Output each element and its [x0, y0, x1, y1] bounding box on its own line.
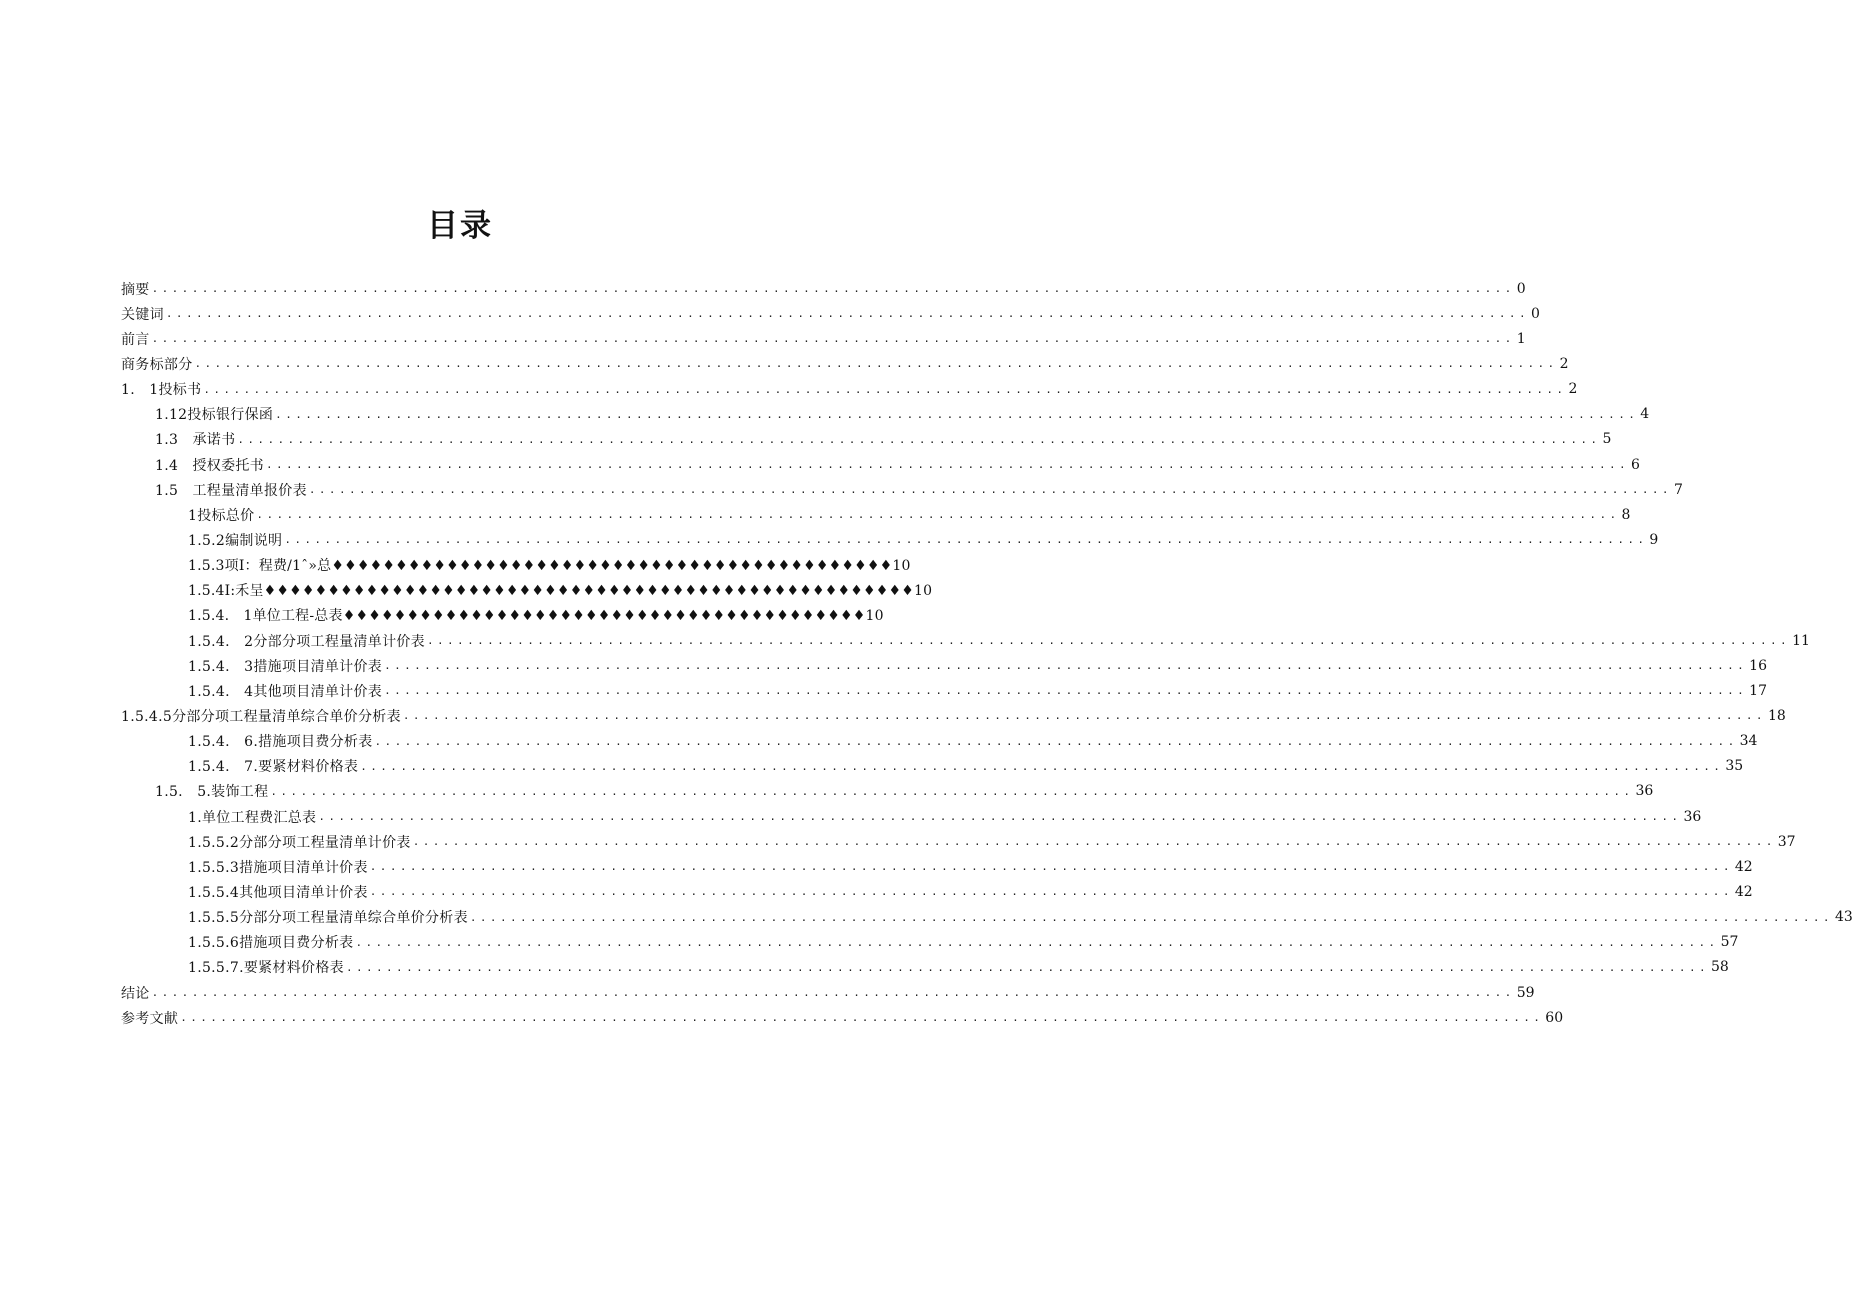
toc-entry[interactable] [121, 829, 1796, 854]
toc-entry[interactable] [121, 578, 933, 603]
toc-entry-title: 1.单位工程费汇总表 [188, 809, 317, 826]
dot-leader [375, 735, 1738, 748]
toc-entry[interactable] [121, 703, 1786, 728]
dot-leader [427, 634, 1790, 647]
toc-entry-title: 参考文献 [121, 1010, 179, 1027]
toc-entry-title: 1.12投标银行保函 [155, 407, 274, 424]
toc-entry[interactable] [121, 779, 1654, 804]
toc-entry-title: 摘要 [121, 281, 150, 298]
toc-entry-title: 1.5.4. 3措施项目清单计价表 [188, 658, 383, 675]
dot-leader [180, 1011, 1543, 1024]
toc-entry-page-number: 36 [1635, 783, 1654, 800]
toc-entry[interactable] [121, 603, 884, 628]
toc-entry[interactable] [121, 754, 1744, 779]
dot-leader [203, 383, 1566, 396]
toc-entry[interactable] [121, 326, 1526, 351]
dot-leader [152, 332, 1515, 345]
toc-entry-page-number: 2 [1559, 355, 1569, 372]
toc-entry-title: 1.5.5.3措施项目清单计价表 [188, 859, 368, 876]
toc-entry[interactable] [121, 930, 1739, 955]
dot-leader [266, 458, 1629, 471]
toc-entry-title: 1.5.4. 7.要紧材料价格表 [188, 759, 359, 776]
dot-leader [152, 282, 1515, 295]
dot-leader [470, 911, 1833, 924]
toc-entry-title: 1.5.4. 4其他项目清单计价表 [188, 683, 383, 700]
dot-leader [166, 307, 1529, 320]
dot-leader [309, 483, 1672, 496]
toc-entry-title: 1.5.4I:禾呈♦♦♦♦♦♦♦♦♦♦♦♦♦♦♦♦♦♦♦♦♦♦♦♦♦♦♦♦♦♦♦♦♦♦♦♦♦♦♦♦♦♦♦♦♦♦♦♦♦♦♦10 [188, 583, 933, 600]
toc-entry-page-number: 16 [1749, 657, 1767, 674]
toc-entry-page-number: 6 [1631, 456, 1640, 473]
toc-entry[interactable] [121, 553, 911, 578]
toc-entry-page-number: 42 [1734, 883, 1753, 900]
dot-leader [256, 508, 1619, 521]
toc-entry[interactable] [121, 678, 1767, 703]
toc-entry-title: 1.5.5.2分部分项工程量清单计价表 [188, 834, 411, 851]
toc-entry[interactable] [121, 427, 1612, 452]
toc-entry-page-number: 36 [1683, 808, 1702, 825]
toc-entry-page-number: 37 [1777, 833, 1796, 850]
toc-entry-page-number: 18 [1767, 707, 1786, 724]
dot-leader [360, 760, 1723, 773]
toc-entry[interactable] [121, 804, 1702, 829]
toc-entry[interactable] [121, 653, 1767, 678]
dot-leader [355, 936, 1718, 949]
dot-leader [237, 433, 1600, 446]
dot-leader [275, 408, 1638, 421]
toc-entry-title: 1.5.4. 2分部分项工程量清单计价表 [188, 633, 425, 650]
toc-entry-title: 1.5.5.4其他项目清单计价表 [188, 884, 368, 901]
toc-entry-title: 1.5.5.6措施项目费分析表 [188, 935, 354, 952]
dot-leader [370, 885, 1733, 898]
toc-entry-page-number: 57 [1720, 934, 1739, 951]
toc-entry[interactable] [121, 628, 1810, 653]
toc-entry-page-number: 0 [1516, 280, 1526, 297]
toc-entry-title: 1.5.5.7.要紧材料价格表 [188, 960, 344, 977]
dot-leader [152, 986, 1515, 999]
toc-entry-page-number: 7 [1673, 481, 1683, 498]
toc-entry[interactable] [121, 377, 1578, 402]
toc-entry-page-number: 5 [1602, 431, 1612, 448]
toc-entry-title: 1.5. 5.装饰工程 [155, 784, 269, 801]
dot-leader [384, 659, 1747, 672]
toc-entry[interactable] [121, 301, 1540, 326]
toc-entry-page-number: 43 [1834, 909, 1853, 926]
toc-entry[interactable] [121, 527, 1659, 552]
toc-entry[interactable] [121, 1005, 1564, 1030]
toc-entry-title: 1. 1投标书 [121, 382, 202, 399]
toc-entry-page-number: 58 [1711, 959, 1729, 976]
toc-entry-title: 1.5.4. 1单位工程-总表♦♦♦♦♦♦♦♦♦♦♦♦♦♦♦♦♦♦♦♦♦♦♦♦♦♦♦♦♦♦♦♦♦♦♦♦♦♦♦♦♦10 [188, 608, 884, 625]
toc-entry-title: 商务标部分 [121, 356, 193, 373]
toc-entry[interactable] [121, 402, 1650, 427]
toc-entry-title: 1.5.3项I：程费/1ˆ»总♦♦♦♦♦♦♦♦♦♦♦♦♦♦♦♦♦♦♦♦♦♦♦♦♦♦♦♦♦♦♦♦♦♦♦♦♦♦♦♦♦♦♦♦10 [188, 558, 911, 575]
page-title: 目录 [427, 208, 493, 244]
toc-entry[interactable] [121, 729, 1758, 754]
dot-leader [384, 684, 1747, 697]
toc-entry-title: 1投标总价 [188, 507, 255, 524]
dot-leader [284, 533, 1647, 546]
toc-entry[interactable] [121, 351, 1569, 376]
toc-entry-title: 1.5.4. 6.措施项目费分析表 [188, 734, 373, 751]
dot-leader [370, 860, 1733, 873]
toc-entry[interactable] [121, 879, 1753, 904]
dot-leader [403, 709, 1766, 722]
toc-entry-title: 结论 [121, 985, 150, 1002]
dot-leader [270, 785, 1633, 798]
toc-entry-title: 关键词 [121, 306, 164, 323]
toc-entry[interactable] [121, 276, 1526, 301]
toc-entry-page-number: 35 [1725, 758, 1744, 775]
toc-entry-page-number: 60 [1545, 1009, 1564, 1026]
toc-entry-page-number: 9 [1649, 531, 1659, 548]
toc-entry-page-number: 0 [1530, 305, 1540, 322]
toc-entry-title: 前言 [121, 331, 150, 348]
toc-entry[interactable] [121, 477, 1683, 502]
toc-entry-page-number: 17 [1749, 682, 1767, 699]
toc-entry-page-number: 4 [1640, 406, 1650, 423]
toc-entry-title: 1.5 工程量清单报价表 [155, 482, 307, 499]
toc-entry[interactable] [121, 905, 1853, 930]
dot-leader [195, 357, 1558, 370]
toc-entry-title: 1.5.2编制说明 [188, 532, 283, 549]
toc-entry-page-number: 11 [1792, 632, 1810, 649]
toc-entry-title: 1.5.4.5分部分项工程量清单综合单价分析表 [121, 708, 401, 725]
toc-entry[interactable] [121, 502, 1631, 527]
dot-leader [318, 810, 1681, 823]
toc-entry[interactable] [121, 452, 1640, 477]
toc-entry-page-number: 42 [1734, 858, 1753, 875]
toc-entry-page-number: 34 [1739, 733, 1758, 750]
toc-entry[interactable] [121, 854, 1753, 879]
dot-leader [346, 961, 1709, 974]
toc-entry-title: 1.5.5.5分部分项工程量清单综合单价分析表 [188, 910, 468, 927]
toc-entry[interactable] [121, 980, 1535, 1005]
toc-entry-page-number: 8 [1621, 506, 1631, 523]
dot-leader [413, 835, 1776, 848]
toc-entry-title: 1.4 授权委托书 [155, 457, 264, 474]
toc-entry-page-number: 1 [1516, 330, 1526, 347]
toc-entry[interactable] [121, 955, 1729, 980]
toc-entry-page-number: 2 [1568, 381, 1578, 398]
toc-entry-title: 1.3 承诺书 [155, 432, 236, 449]
toc-entry-page-number: 59 [1516, 984, 1535, 1001]
table-of-contents [121, 276, 1853, 1030]
